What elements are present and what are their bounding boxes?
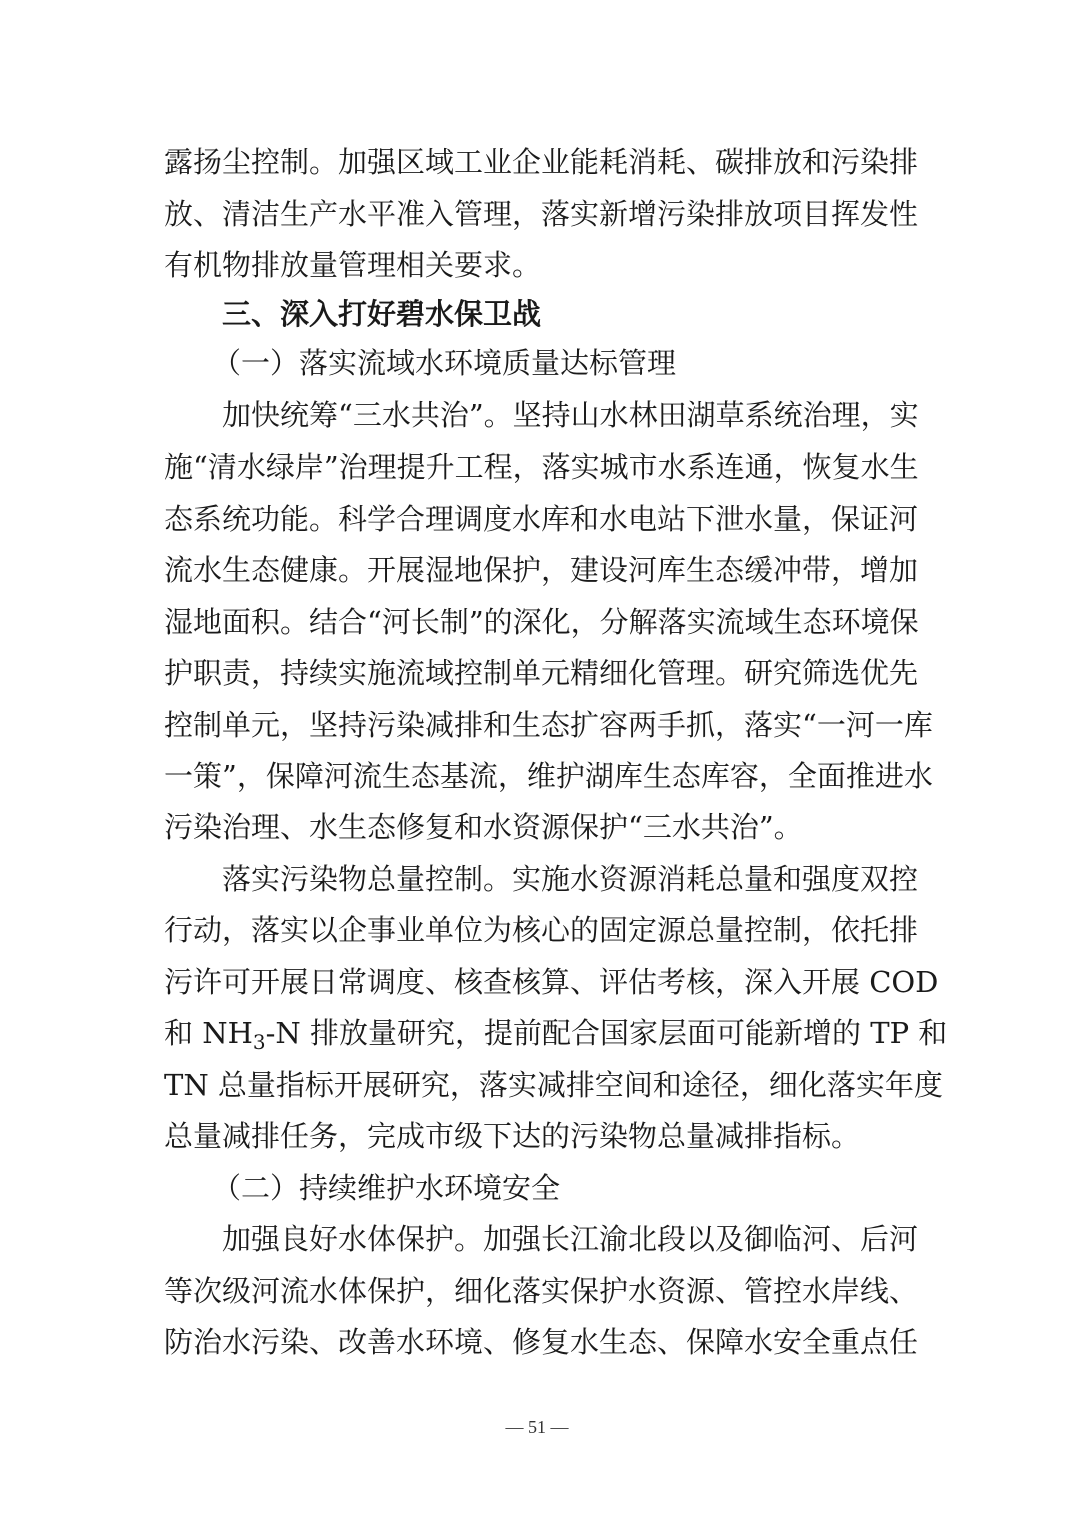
paragraph-line: 落实污染物总量控制。实施水资源消耗总量和强度双控	[222, 862, 919, 896]
section-heading: 三、深入打好碧水保卫战	[222, 297, 542, 331]
subsection-heading: （一）落实流域水环境质量达标管理	[212, 346, 677, 380]
paragraph-line: 流水生态健康。开展湿地保护，建设河库生态缓冲带，增加	[164, 553, 919, 587]
paragraph-line: 控制单元，坚持污染减排和生态扩容两手抓，落实“一河一库	[164, 708, 933, 742]
subsection-heading: （二）持续维护水环境安全	[212, 1171, 561, 1205]
nh3-line-before: 和 NH	[164, 1016, 253, 1050]
paragraph-line: 总量减排任务，完成市级下达的污染物总量减排指标。	[164, 1119, 861, 1153]
nh3-subscript: 3	[252, 1030, 266, 1054]
paragraph-line: 污许可开展日常调度、核查核算、评估考核，深入开展 COD	[164, 965, 939, 999]
paragraph-line: 行动，落实以企事业单位为核心的固定源总量控制，依托排	[164, 913, 919, 947]
paragraph-line: 污染治理、水生态修复和水资源保护“三水共治”。	[164, 810, 803, 844]
paragraph-line: 加快统筹“三水共治”。坚持山水林田湖草系统治理，实	[222, 398, 919, 432]
paragraph-line: 一策”，保障河流生态基流，维护湖库生态库容，全面推进水	[164, 759, 933, 793]
paragraph-line: 放、清洁生产水平准入管理，落实新增污染排放项目挥发性	[164, 197, 919, 231]
paragraph-line: 护职责，持续实施流域控制单元精细化管理。研究筛选优先	[164, 656, 919, 690]
nh3-line-after: -N 排放量研究，提前配合国家层面可能新增的 TP 和	[265, 1016, 948, 1050]
paragraph-line-nh3	[164, 1016, 948, 1054]
paragraph-line: 态系统功能。科学合理调度水库和水电站下泄水量，保证河	[164, 502, 919, 536]
paragraph-line: 湿地面积。结合“河长制”的深化，分解落实流域生态环境保	[164, 605, 919, 639]
paragraph-line: TN 总量指标开展研究，落实减排空间和途径，细化落实年度	[164, 1068, 943, 1102]
paragraph-line: 施“清水绿岸”治理提升工程，落实城市水系连通，恢复水生	[164, 450, 919, 484]
paragraph-line: 加强良好水体保护。加强长江渝北段以及御临河、后河	[222, 1222, 919, 1256]
paragraph-line: 露扬尘控制。加强区域工业企业能耗消耗、碳排放和污染排	[164, 145, 919, 179]
paragraph-line: 有机物排放量管理相关要求。	[164, 248, 542, 282]
paragraph-line: 等次级河流水体保护，细化落实保护水资源、管控水岸线、	[164, 1274, 919, 1308]
page-number: — 51 —	[505, 1417, 569, 1437]
paragraph-line: 防治水污染、改善水环境、修复水生态、保障水安全重点任	[164, 1325, 919, 1359]
